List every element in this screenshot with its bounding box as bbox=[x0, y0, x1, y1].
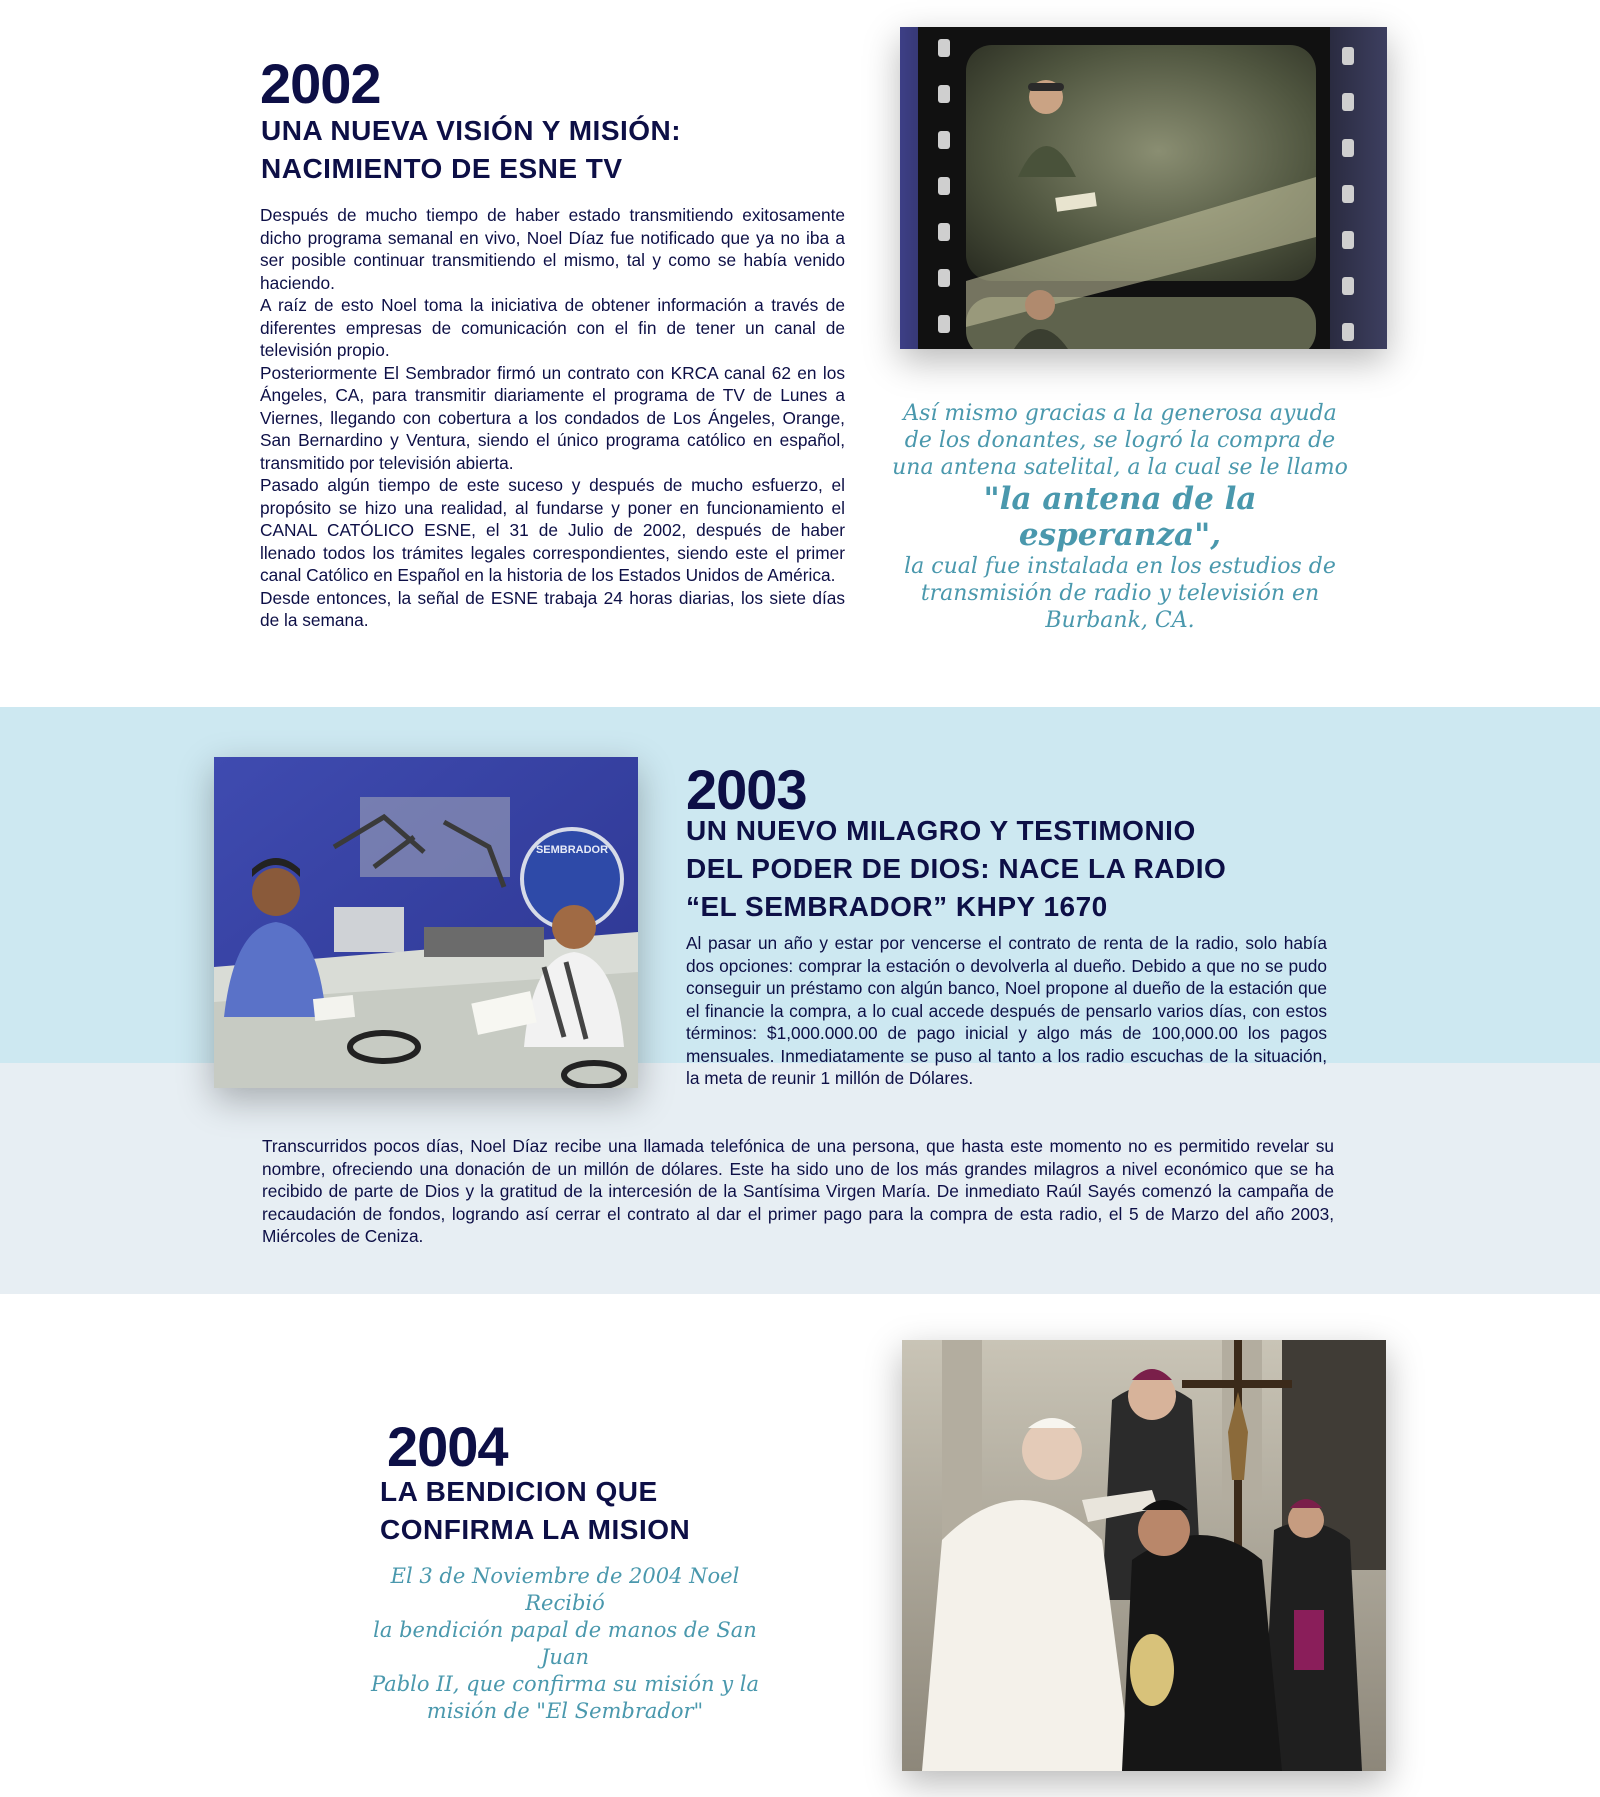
quote-line: de los donantes, se logró la compra de bbox=[904, 428, 1336, 453]
quote-line: la cual fue instalada en los estudios de bbox=[904, 554, 1336, 579]
quote-line: El 3 de Noviembre de 2004 Noel Recibió bbox=[390, 1564, 740, 1615]
paragraph: Pasado algún tiempo de este suceso y después de mucho esfuerzo, el propósito se hizo una realidad, al fundarse y poner en funcionamiento el CANAL CATÓLICO ESNE, el 31 de Julio de 2002, después de haber llenado todos los trámites legales correspondientes, siendo este el primer canal Católico en Español en la historia de los Estados Unidos de América. bbox=[260, 475, 845, 585]
paragraph: Desde entonces, la señal de ESNE trabaja 24 horas diarias, los siete días de la semana. bbox=[260, 587, 845, 630]
paragraph: Posteriormente El Sembrador firmó un contrato con KRCA canal 62 en los Ángeles, CA, para transmitir diariamente el programa de TV de Lunes a Viernes, llegando con cobertura a los condados de Los Ángeles, Orange, San Bernardino y Ventura, siendo el único programa católico en español, transmitido por televisión abierta. bbox=[260, 362, 845, 473]
heading-line: “EL SEMBRADOR” KHPY 1670 bbox=[686, 891, 1108, 922]
quote-line: una antena satelital, a la cual se le llamo bbox=[892, 455, 1348, 480]
heading-2003 bbox=[686, 812, 1226, 926]
body-2002 bbox=[260, 204, 845, 632]
paragraph: Al pasar un año y estar por vencerse el contrato de renta de la radio, solo había dos opciones: comprar la estación o devolverla al dueño. Debido a que no se pudo conseguir un préstamo con algún banco, Noel propone al dueño de la estación que el financie la compra, a lo cual accede después de pensarlo varios días, con estos términos: $1,000.000.00 de pago inicial y algo más de 100,000.00 los pagos mensuales. Inmediatamente se puso al tanto a los radio escuchas de la situación, la meta de reunir 1 millón de Dólares. bbox=[686, 933, 1327, 1088]
year-2002: 2002 bbox=[260, 52, 381, 115]
papal-blessing-image bbox=[902, 1340, 1386, 1771]
heading-line: CONFIRMA LA MISION bbox=[380, 1514, 691, 1545]
film-strip-image bbox=[900, 27, 1387, 349]
quote-line: transmisión de radio y televisión en bbox=[920, 581, 1320, 606]
body-2003-part1 bbox=[686, 932, 1327, 1090]
heading-line: UNA NUEVA VISIÓN Y MISIÓN: bbox=[261, 115, 682, 146]
heading-line: NACIMIENTO DE ESNE TV bbox=[261, 153, 623, 184]
heading-2002 bbox=[261, 112, 681, 188]
radio-studio-photo bbox=[214, 757, 638, 1088]
film-strip-photo bbox=[900, 27, 1387, 349]
quote-line: Pablo II, que confirma su misión y la bbox=[371, 1672, 759, 1696]
papal-blessing-photo bbox=[902, 1340, 1386, 1771]
quote-2002 bbox=[890, 400, 1350, 634]
quote-line: Burbank, CA. bbox=[1045, 608, 1195, 633]
paragraph: Transcurridos pocos días, Noel Díaz recibe una llamada telefónica de una persona, que hasta este momento no es permitido revelar su nombre, ofreciendo una donación de un millón de dólares. Este ha sido uno de los más grandes milagros a nivel económico que se ha recibido de parte de Dios y la gratitud de la intercesión de la Santísima Virgen María. De inmediato Raúl Sayés comenzó la campaña de recaudación de fondos, logrando así cerrar el contrato al dar el primer pago para la compra de esta radio, el 5 de Marzo del año 2003, Miércoles de Ceniza. bbox=[262, 1136, 1334, 1246]
quote-line: la bendición papal de manos de San Juan bbox=[373, 1618, 757, 1669]
quote-line: misión de "El Sembrador" bbox=[426, 1699, 704, 1723]
paragraph: Después de mucho tiempo de haber estado transmitiendo exitosamente dicho programa semanal en vivo, Noel Díaz fue notificado que ya no iba a ser posible continuar transmitiendo el mismo, tal y como se había venido haciendo. bbox=[260, 205, 845, 293]
body-2003-part2 bbox=[262, 1135, 1334, 1248]
sign-text: SEMBRADOR bbox=[535, 844, 609, 856]
quote-line-emphasis: "la antena de la esperanza", bbox=[983, 481, 1257, 553]
quote-2004 bbox=[350, 1563, 780, 1725]
quote-line: Así mismo gracias a la generosa ayuda bbox=[903, 401, 1337, 426]
year-2003: 2003 bbox=[686, 758, 807, 821]
heading-line: LA BENDICION QUE bbox=[380, 1476, 658, 1507]
radio-studio-image bbox=[214, 757, 638, 1088]
paragraph: A raíz de esto Noel toma la iniciativa de obtener información a través de diferentes empresas de comunicación con el fin de tener un canal de televisión propio. bbox=[260, 295, 845, 360]
year-2004: 2004 bbox=[387, 1415, 508, 1478]
heading-line: DEL PODER DE DIOS: NACE LA RADIO bbox=[686, 853, 1227, 884]
heading-2004 bbox=[380, 1473, 690, 1549]
heading-line: UN NUEVO MILAGRO Y TESTIMONIO bbox=[686, 815, 1196, 846]
